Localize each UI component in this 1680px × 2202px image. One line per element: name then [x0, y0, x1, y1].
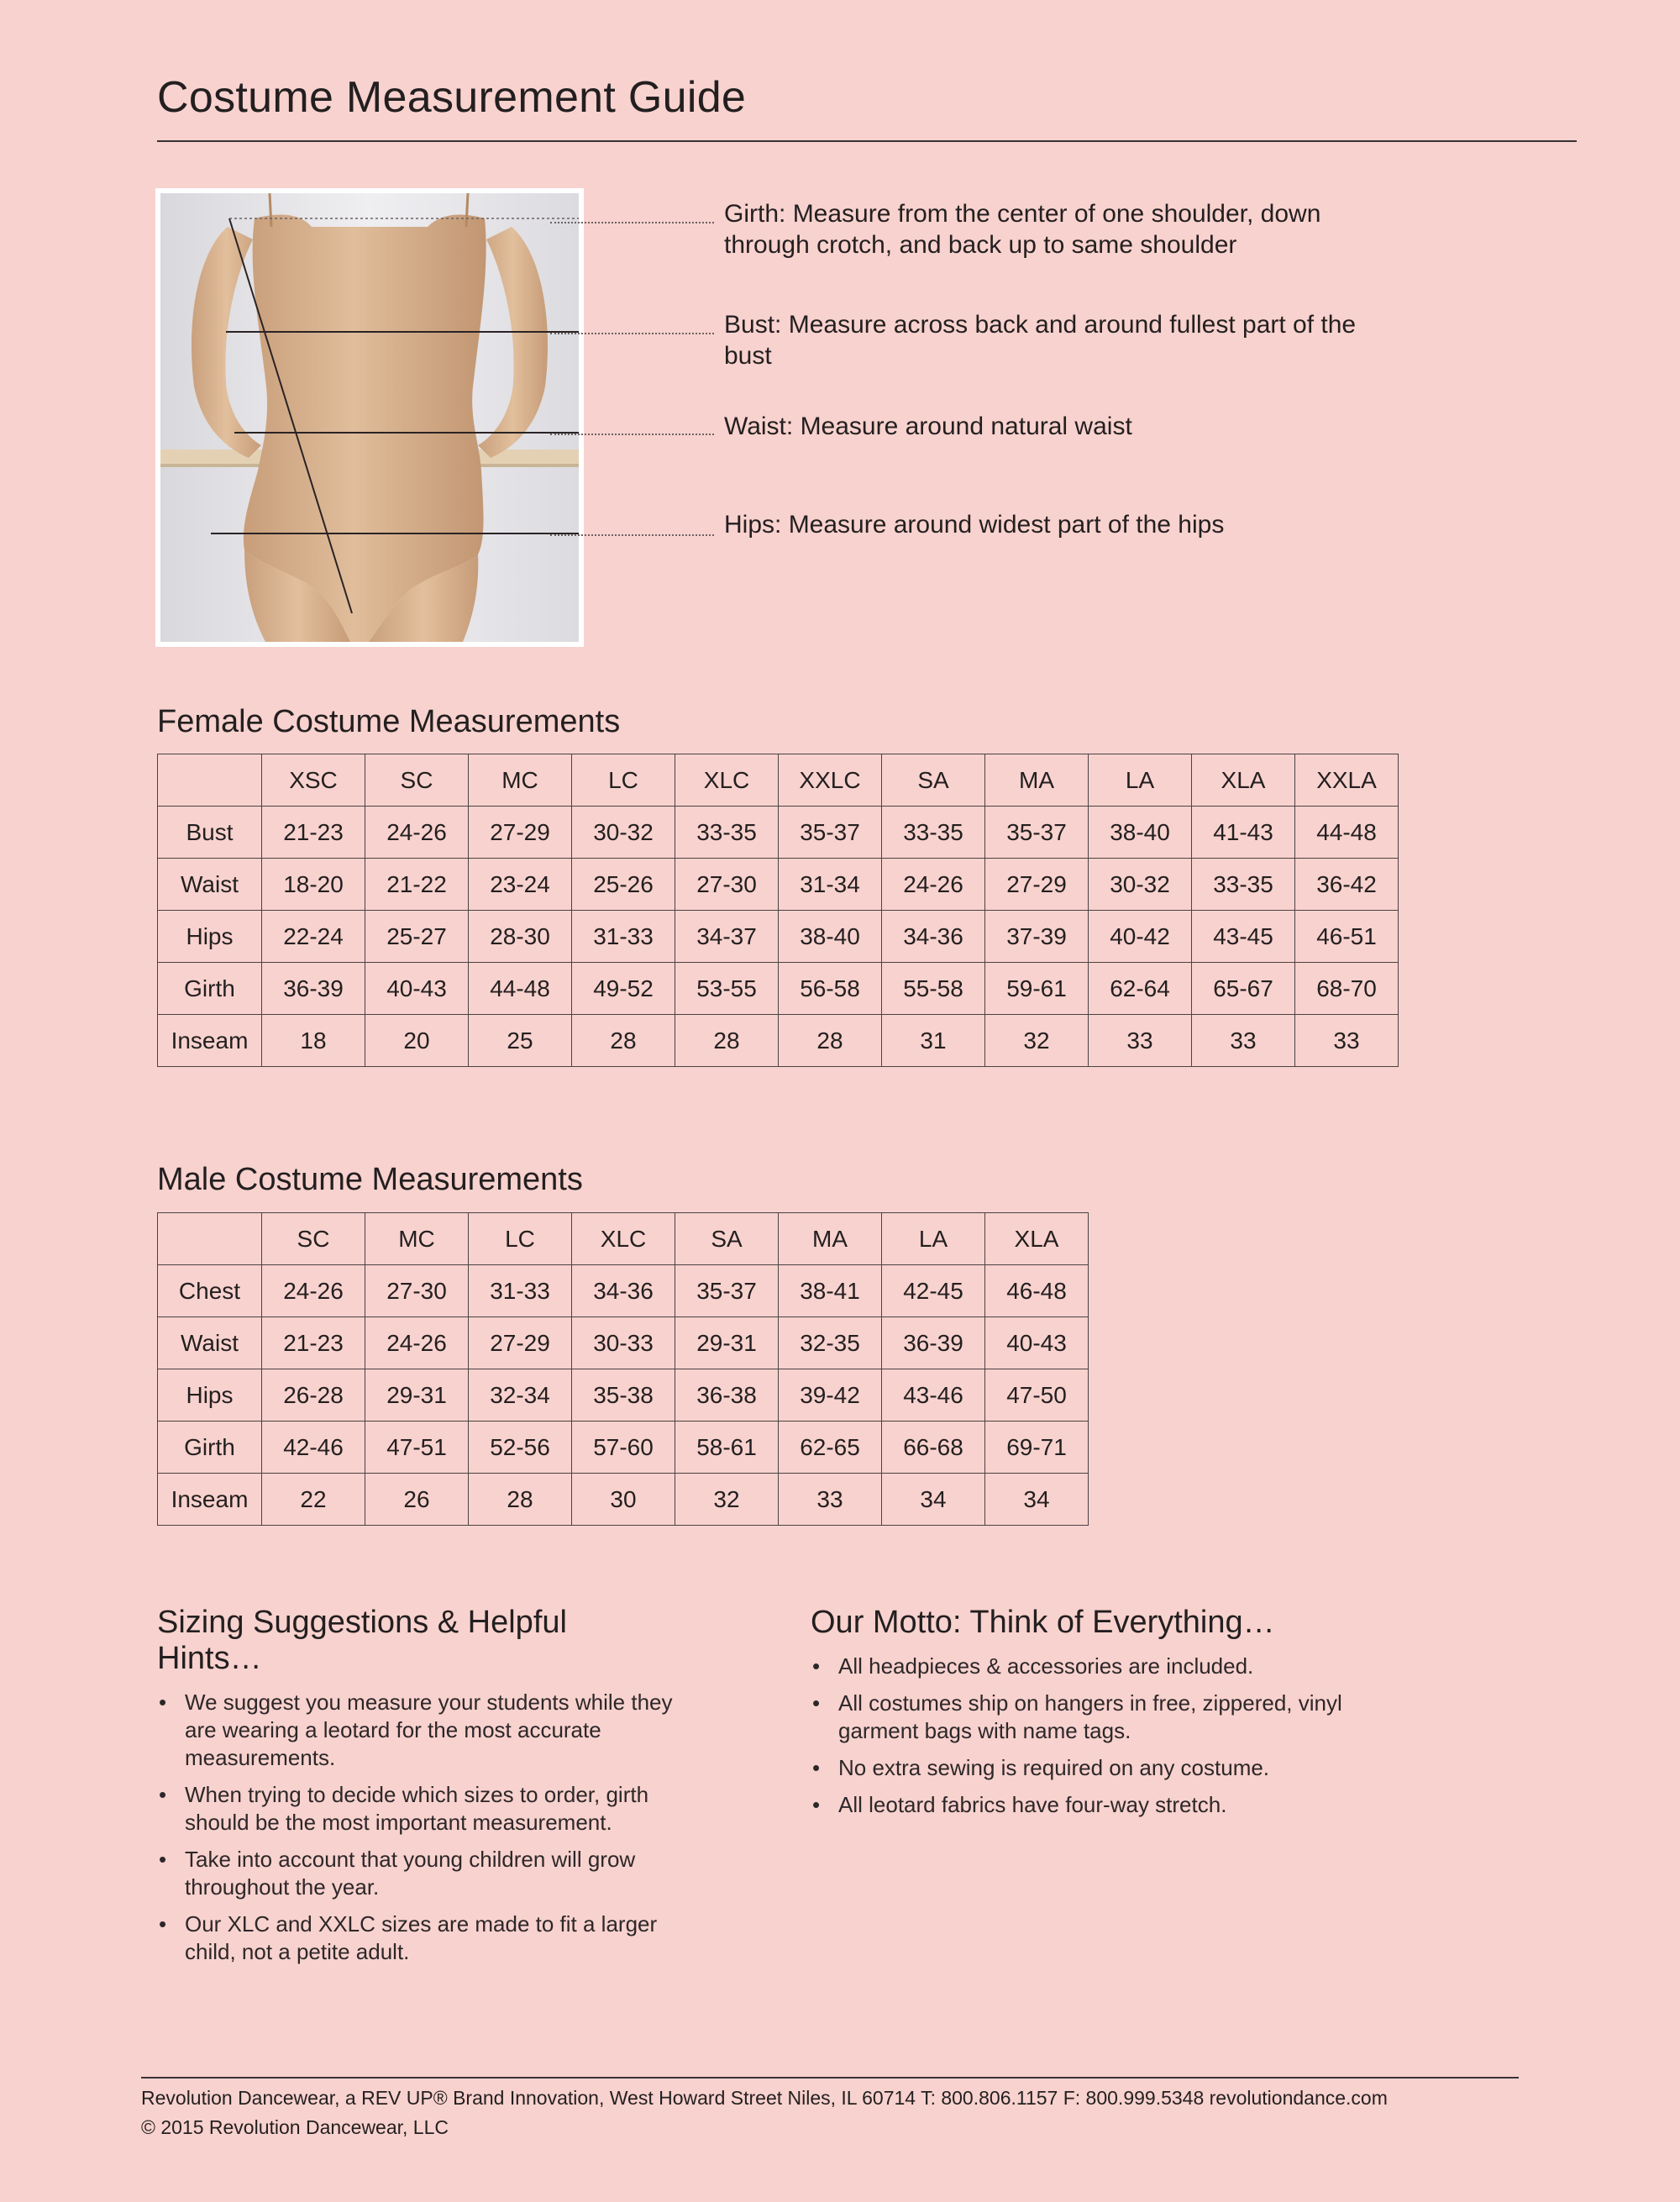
measurement-value: 21-23 [262, 1317, 365, 1369]
size-header: SA [882, 754, 985, 807]
bullet-icon: • [812, 1653, 821, 1679]
measurement-value: 22 [262, 1474, 365, 1526]
measurement-value: 33 [779, 1474, 882, 1526]
size-header: LA [1089, 754, 1192, 807]
measurement-value: 27-30 [675, 859, 779, 911]
male-section-title: Male Costume Measurements [157, 1162, 583, 1197]
measurement-value: 43-46 [882, 1369, 985, 1422]
measurement-value: 36-38 [675, 1369, 779, 1422]
measurement-value: 62-65 [779, 1422, 882, 1474]
measurement-value: 18-20 [262, 859, 365, 911]
measurement-value: 53-55 [675, 963, 779, 1015]
measurement-value: 43-45 [1192, 911, 1295, 963]
measurement-value: 59-61 [985, 963, 1089, 1015]
list-item-text: When trying to decide which sizes to order, girth should be the most important measurement. [185, 1782, 649, 1835]
girth-text: Measure from the center of one shoulder, down through crotch, and back up to same shoulder [724, 200, 1321, 259]
measurement-value: 39-42 [779, 1369, 882, 1422]
measurement-value: 57-60 [572, 1422, 675, 1474]
measurement-label: Waist [158, 1317, 262, 1369]
measurement-value: 38-40 [779, 911, 882, 963]
measurement-value: 18 [262, 1015, 365, 1067]
measurement-value: 62-64 [1089, 963, 1192, 1015]
size-header: XSC [262, 754, 365, 807]
table-row [158, 1422, 1089, 1474]
list-item-text: No extra sewing is required on any costume. [838, 1755, 1270, 1780]
table-row [158, 1265, 1089, 1317]
measurement-value: 33 [1295, 1015, 1399, 1067]
measurement-value: 26-28 [262, 1369, 365, 1422]
measurement-value: 33-35 [675, 807, 779, 859]
table-row [158, 1369, 1089, 1422]
bullet-icon: • [159, 1782, 167, 1807]
measurement-value: 35-37 [779, 807, 882, 859]
motto-section [811, 1605, 1415, 1828]
measurement-value: 24-26 [365, 1317, 469, 1369]
bullet-icon: • [159, 1911, 167, 1937]
hips-callout [724, 509, 1362, 540]
waist-callout [724, 411, 1362, 442]
list-item-text: Our XLC and XXLC sizes are made to fit a larger child, not a petite adult. [185, 1911, 658, 1964]
measurement-value: 36-39 [882, 1317, 985, 1369]
table-row [158, 1474, 1089, 1526]
measurement-value: 20 [365, 1015, 469, 1067]
title-divider [157, 140, 1577, 142]
measurement-value: 65-67 [1192, 963, 1295, 1015]
list-item [811, 1754, 1415, 1782]
measurement-value: 28 [779, 1015, 882, 1067]
size-header: MC [469, 754, 572, 807]
waist-text: Measure around natural waist [793, 413, 1132, 440]
measurement-value: 28 [675, 1015, 779, 1067]
measurement-value: 36-39 [262, 963, 365, 1015]
list-item-text: We suggest you measure your students while they are wearing a leotard for the most accurate measurements. [185, 1690, 673, 1770]
measurement-value: 47-50 [985, 1369, 1089, 1422]
measurement-value: 32-34 [469, 1369, 572, 1422]
measurement-value: 24-26 [262, 1265, 365, 1317]
list-item-text: All leotard fabrics have four-way stretch. [838, 1792, 1227, 1817]
list-item-text: All costumes ship on hangers in free, zippered, vinyl garment bags with name tags. [838, 1690, 1342, 1743]
size-header: XLC [572, 1213, 675, 1265]
measurement-value: 30-32 [1089, 859, 1192, 911]
measurement-value: 36-42 [1295, 859, 1399, 911]
hints-title: Sizing Suggestions & Helpful Hints… [157, 1605, 567, 1676]
measurement-label: Girth [158, 963, 262, 1015]
bust-term: Bust: [724, 311, 782, 339]
measurement-value: 35-37 [985, 807, 1089, 859]
measurement-value: 56-58 [779, 963, 882, 1015]
size-header: LC [469, 1213, 572, 1265]
table-row [158, 963, 1399, 1015]
girth-term: Girth: [724, 200, 786, 228]
list-item [811, 1653, 1415, 1680]
measurement-value: 22-24 [262, 911, 365, 963]
measurement-value: 23-24 [469, 859, 572, 911]
table-header-row [158, 1213, 1089, 1265]
table-row [158, 807, 1399, 859]
measurement-value: 40-42 [1089, 911, 1192, 963]
measurement-value: 27-29 [469, 807, 572, 859]
table-row [158, 1317, 1089, 1369]
measurement-label: Hips [158, 911, 262, 963]
measurement-value: 30 [572, 1474, 675, 1526]
size-header: SA [675, 1213, 779, 1265]
measurement-value: 28 [469, 1474, 572, 1526]
list-item-text: All headpieces & accessories are included. [838, 1653, 1254, 1679]
measurement-value: 35-38 [572, 1369, 675, 1422]
measurement-value: 33-35 [1192, 859, 1295, 911]
measurement-value: 24-26 [365, 807, 469, 859]
measurement-value: 40-43 [985, 1317, 1089, 1369]
measurement-value: 34 [985, 1474, 1089, 1526]
footer-copyright: © 2015 Revolution Dancewear, LLC [141, 2116, 449, 2138]
measurement-value: 24-26 [882, 859, 985, 911]
measurement-value: 31-33 [572, 911, 675, 963]
male-measurements-table [157, 1212, 1089, 1526]
measurement-value: 21-23 [262, 807, 365, 859]
measurement-value: 69-71 [985, 1422, 1089, 1474]
measurement-value: 34 [882, 1474, 985, 1526]
measurement-value: 21-22 [365, 859, 469, 911]
measurement-value: 32 [675, 1474, 779, 1526]
measurement-value: 31-34 [779, 859, 882, 911]
measurement-value: 55-58 [882, 963, 985, 1015]
sizing-hints [157, 1605, 678, 1975]
measurement-value: 29-31 [365, 1369, 469, 1422]
measurement-value: 31 [882, 1015, 985, 1067]
measurement-value: 52-56 [469, 1422, 572, 1474]
table-row [158, 859, 1399, 911]
measurement-value: 33-35 [882, 807, 985, 859]
measurement-label: Chest [158, 1265, 262, 1317]
measurement-value: 66-68 [882, 1422, 985, 1474]
table-header-row [158, 754, 1399, 807]
measurement-value: 34-37 [675, 911, 779, 963]
bullet-icon: • [812, 1755, 821, 1780]
measurement-label: Hips [158, 1369, 262, 1422]
list-item [811, 1690, 1415, 1745]
leotard-illustration [160, 193, 579, 642]
motto-title: Our Motto: Think of Everything… [811, 1605, 1275, 1640]
size-header: LA [882, 1213, 985, 1265]
table-corner-cell [158, 1213, 262, 1265]
bust-text: Measure across back and around fullest part of the bust [724, 311, 1357, 370]
size-header: SC [262, 1213, 365, 1265]
size-header: MC [365, 1213, 469, 1265]
size-header: XXLA [1295, 754, 1399, 807]
measurement-value: 38-41 [779, 1265, 882, 1317]
measurement-value: 41-43 [1192, 807, 1295, 859]
female-measurements-table [157, 754, 1399, 1067]
list-item [157, 1846, 678, 1901]
measurement-value: 35-37 [675, 1265, 779, 1317]
measurement-value: 46-48 [985, 1265, 1089, 1317]
bullet-icon: • [159, 1690, 167, 1715]
measurement-value: 29-31 [675, 1317, 779, 1369]
measurement-value: 40-43 [365, 963, 469, 1015]
measurement-value: 27-30 [365, 1265, 469, 1317]
measurement-value: 58-61 [675, 1422, 779, 1474]
measurement-value: 25 [469, 1015, 572, 1067]
bullet-icon: • [159, 1847, 167, 1872]
waist-term: Waist: [724, 413, 794, 440]
measurement-value: 27-29 [469, 1317, 572, 1369]
measurement-value: 34-36 [572, 1265, 675, 1317]
measurement-value: 28 [572, 1015, 675, 1067]
motto-list [811, 1653, 1415, 1819]
size-header: XLA [985, 1213, 1089, 1265]
list-item-text: Take into account that young children will grow throughout the year. [185, 1847, 636, 1900]
hips-term: Hips: [724, 511, 782, 539]
table-row [158, 1015, 1399, 1067]
measurement-value: 25-27 [365, 911, 469, 963]
measurement-value: 44-48 [1295, 807, 1399, 859]
girth-leader [550, 222, 714, 223]
female-section-title: Female Costume Measurements [157, 704, 621, 739]
measurement-value: 30-32 [572, 807, 675, 859]
measurement-value: 27-29 [985, 859, 1089, 911]
waist-leader [550, 434, 714, 435]
measurement-value: 31-33 [469, 1265, 572, 1317]
measurement-value: 42-45 [882, 1265, 985, 1317]
measurement-value: 32 [985, 1015, 1089, 1067]
measurement-value: 26 [365, 1474, 469, 1526]
page-title: Costume Measurement Guide [157, 73, 747, 122]
hips-text: Measure around widest part of the hips [781, 511, 1225, 539]
size-header: XXLC [779, 754, 882, 807]
table-corner-cell [158, 754, 262, 807]
size-header: XLA [1192, 754, 1295, 807]
size-header: SC [365, 754, 469, 807]
measurement-value: 34-36 [882, 911, 985, 963]
measurement-value: 38-40 [1089, 807, 1192, 859]
girth-callout [724, 198, 1362, 260]
measurement-value: 37-39 [985, 911, 1089, 963]
measurement-value: 30-33 [572, 1317, 675, 1369]
footer-contact: Revolution Dancewear, a REV UP® Brand Innovation, West Howard Street Niles, IL 60714 T: 800.806.1157 F: 800.999.5348 revolutiondance.com [141, 2087, 1388, 2109]
bullet-icon: • [812, 1690, 821, 1716]
measurement-value: 49-52 [572, 963, 675, 1015]
measurement-label: Inseam [158, 1015, 262, 1067]
list-item [811, 1791, 1415, 1819]
measurement-value: 46-51 [1295, 911, 1399, 963]
measurement-label: Girth [158, 1422, 262, 1474]
size-header: LC [572, 754, 675, 807]
measurement-value: 33 [1089, 1015, 1192, 1067]
bust-callout [724, 309, 1362, 371]
size-header: MA [779, 1213, 882, 1265]
hips-leader [550, 534, 714, 536]
measurement-value: 44-48 [469, 963, 572, 1015]
table-row [158, 911, 1399, 963]
list-item [157, 1689, 678, 1772]
size-header: XLC [675, 754, 779, 807]
bullet-icon: • [812, 1792, 821, 1817]
list-item [157, 1910, 678, 1966]
measurement-label: Inseam [158, 1474, 262, 1526]
measurement-label: Waist [158, 859, 262, 911]
bust-leader [550, 333, 714, 334]
measurement-value: 47-51 [365, 1422, 469, 1474]
measurement-value: 25-26 [572, 859, 675, 911]
measurement-value: 33 [1192, 1015, 1295, 1067]
hints-list [157, 1689, 678, 1966]
measurement-label: Bust [158, 807, 262, 859]
list-item [157, 1781, 678, 1837]
measurement-value: 42-46 [262, 1422, 365, 1474]
measurement-value: 28-30 [469, 911, 572, 963]
leotard-photo [155, 188, 584, 647]
footer-divider [141, 2077, 1519, 2078]
measurement-value: 32-35 [779, 1317, 882, 1369]
size-header: MA [985, 754, 1089, 807]
measurement-value: 68-70 [1295, 963, 1399, 1015]
